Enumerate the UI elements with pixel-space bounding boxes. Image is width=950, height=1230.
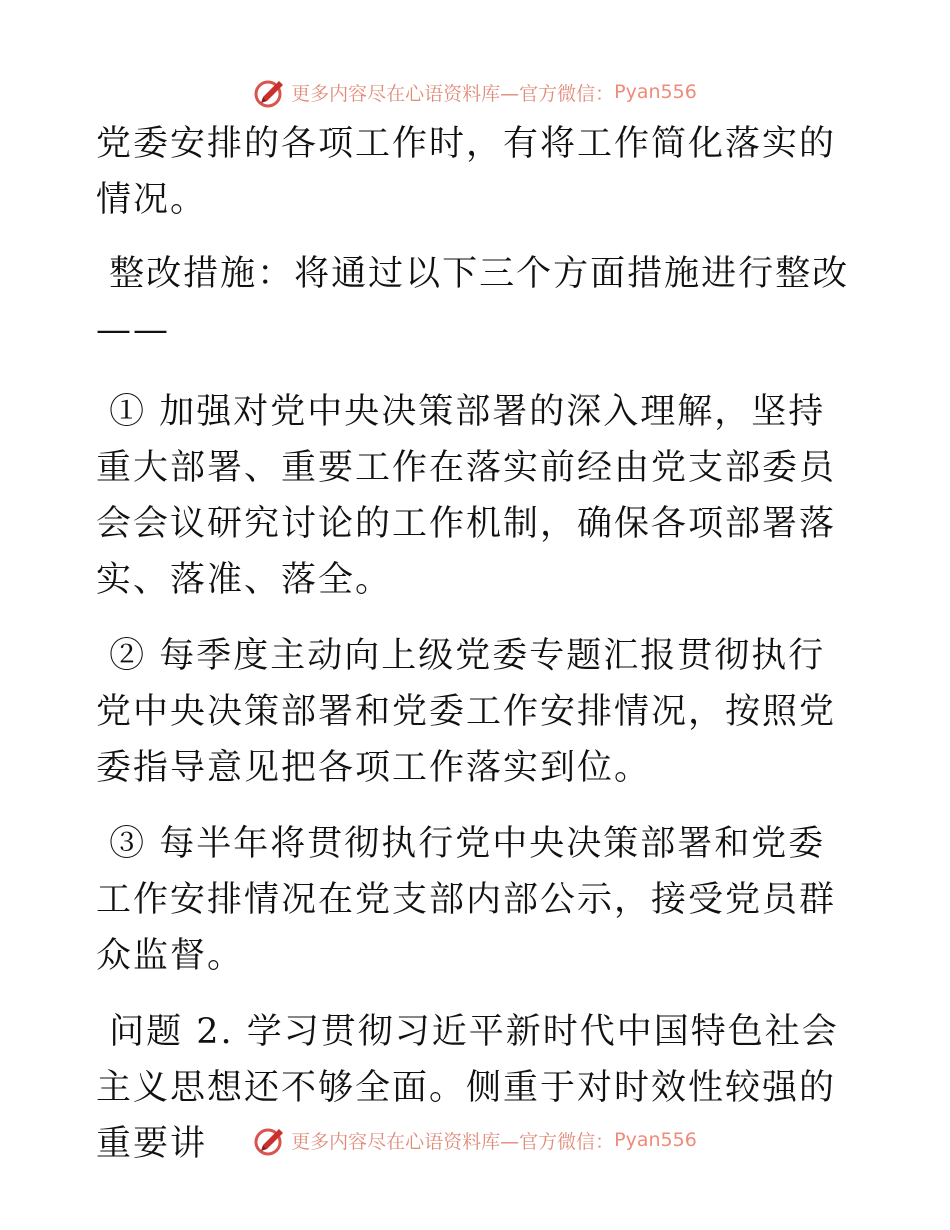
footer-watermark (0, 1120, 950, 1160)
watermark-text: 更多内容尽在心语资料库—官方微信： (291, 1130, 615, 1153)
pen-in-circle-icon (253, 75, 287, 109)
paragraph-4: ② 每季度主动向上级党委专题汇报贯彻执行党中央决策部署和党委工作安排情况，按照党委指导意见把各项工作落实到位。 (96, 636, 837, 788)
paragraph-2: 整改措施：将通过以下三个方面措施进行整改—— (96, 254, 850, 350)
paragraph-5: ③ 每半年将贯彻执行党中央决策部署和党委工作安排情况在党支部内部公示，接受党员群众监督。 (96, 824, 837, 976)
paragraph-1: 党委安排的各项工作时，有将工作简化落实的情况。 (96, 124, 837, 220)
document-body (96, 116, 856, 1172)
pen-in-circle-icon (253, 1123, 287, 1157)
watermark-wechat-id: Pyan556 (614, 81, 697, 103)
header-watermark (0, 72, 950, 112)
watermark-wechat-id: Pyan556 (614, 1129, 697, 1151)
paragraph-6: 问题 2. 学习贯彻习近平新时代中国特色社会主义思想还不够全面。侧重于对时效性较强的重要讲 (96, 1012, 839, 1164)
paragraph-3: ① 加强对党中央决策部署的深入理解，坚持重大部署、重要工作在落实前经由党支部委员会会议研究讨论的工作机制，确保各项部署落实、落准、落全。 (96, 392, 837, 600)
watermark-text: 更多内容尽在心语资料库—官方微信： (291, 82, 615, 105)
